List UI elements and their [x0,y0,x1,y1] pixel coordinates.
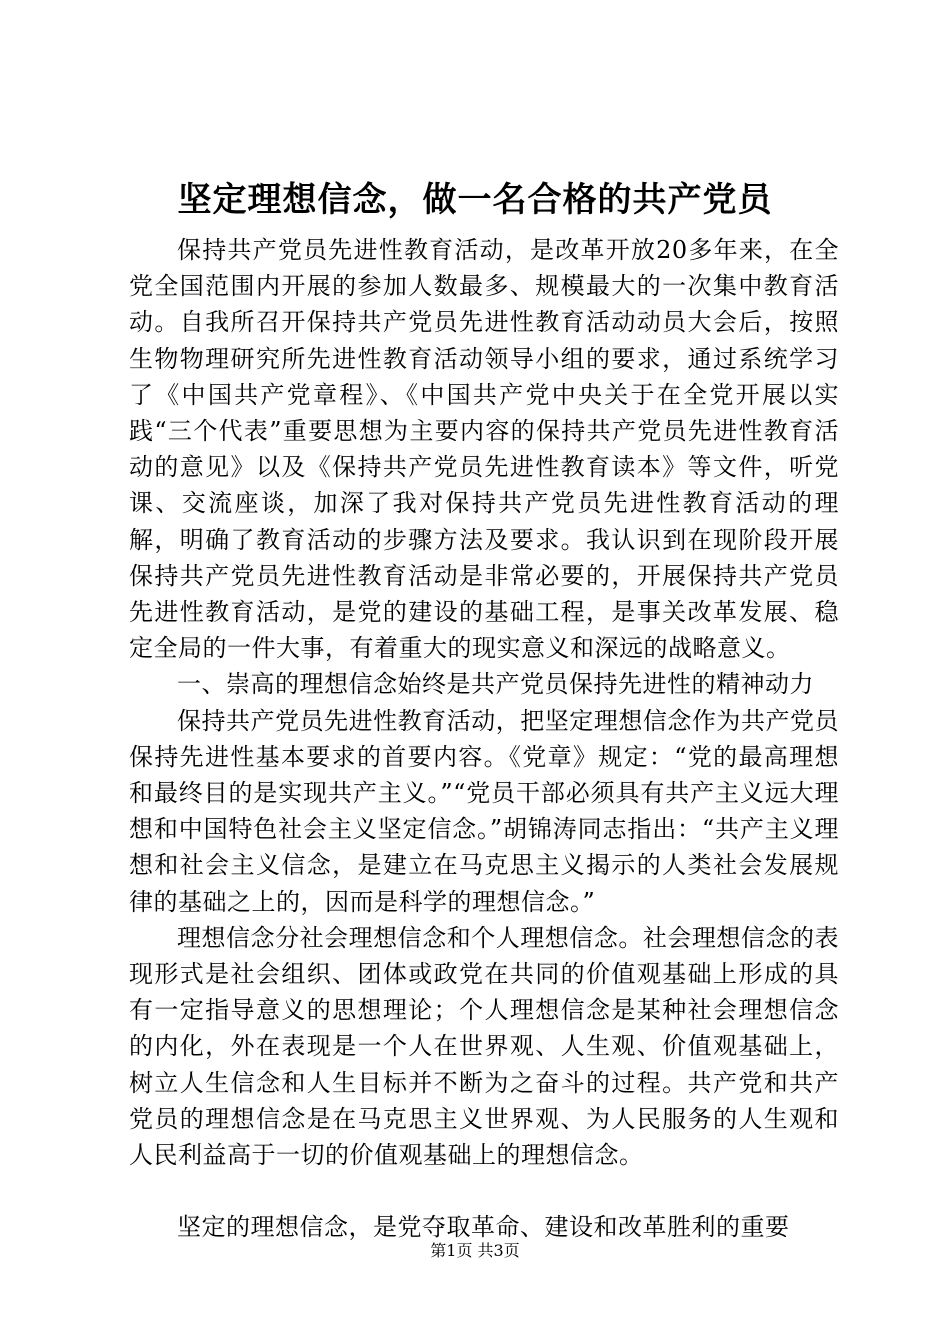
page-footer: 第1页 共3页 [430,1241,520,1260]
paragraph-ideals-definition: 理想信念分社会理想信念和个人理想信念。社会理想信念的表现形式是社会组织、团体或政党在共同的价值观基础上形成的具有一定指导意义的思想理论；个人理想信念是某种社会理想信念的内化，外在表现是一个人在世界观、人生观、价值观基础上，树立人生信念和人生目标并不断为之奋斗的过程。共产党和共产党员的理想信念是在马克思主义世界观、为人民服务的人生观和人民利益高于一切的价值观基础上的理想信念。 [129,923,839,1170]
document-title: 坚定理想信念，做一名合格的共产党员 [177,180,773,220]
paragraph-firm-ideals: 坚定的理想信念，是党夺取革命、建设和改革胜利的重要 [177,1213,790,1242]
section-heading-1: 一、崇高的理想信念始终是共产党员保持先进性的精神动力 [177,670,814,699]
paragraph-intro: 保持共产党员先进性教育活动，是改革开放20多年来，在全党全国范围内开展的参加人数最多、规模最大的一次集中教育活动。自我所召开保持共产党员先进性教育活动动员大会后，按照生物物理研究所先进性教育活动领导小组的要求，通过系统学习了《中国共产党章程》、《中国共产党中央关于在全党开展以实践“三个代表”重要思想为主要内容的保持共产党员先进性教育活动的意见》以及《保持共产党员先进性教育读本》等文件，听党课、交流座谈，加深了我对保持共产党员先进性教育活动的理解，明确了教育活动的步骤方法及要求。我认识到在现阶段开展保持共产党员先进性教育活动是非常必要的，开展保持共产党员先进性教育活动，是党的建设的基础工程，是事关改革发展、稳定全局的一件大事，有着重大的现实意义和深远的战略意义。 [129,236,839,663]
document-body [129,232,839,1245]
paragraph-party-constitution: 保持共产党员先进性教育活动，把坚定理想信念作为共产党员保持先进性基本要求的首要内容。《党章》规定：“党的最高理想和最终目的是实现共产主义。”“党员干部必须具有共产主义远大理想和中国特色社会主义坚定信念。”胡锦涛同志指出：“共产主义理想和社会主义信念，是建立在马克思主义揭示的人类社会发展规律的基础之上的，因而是科学的理想信念。” [129,706,839,916]
